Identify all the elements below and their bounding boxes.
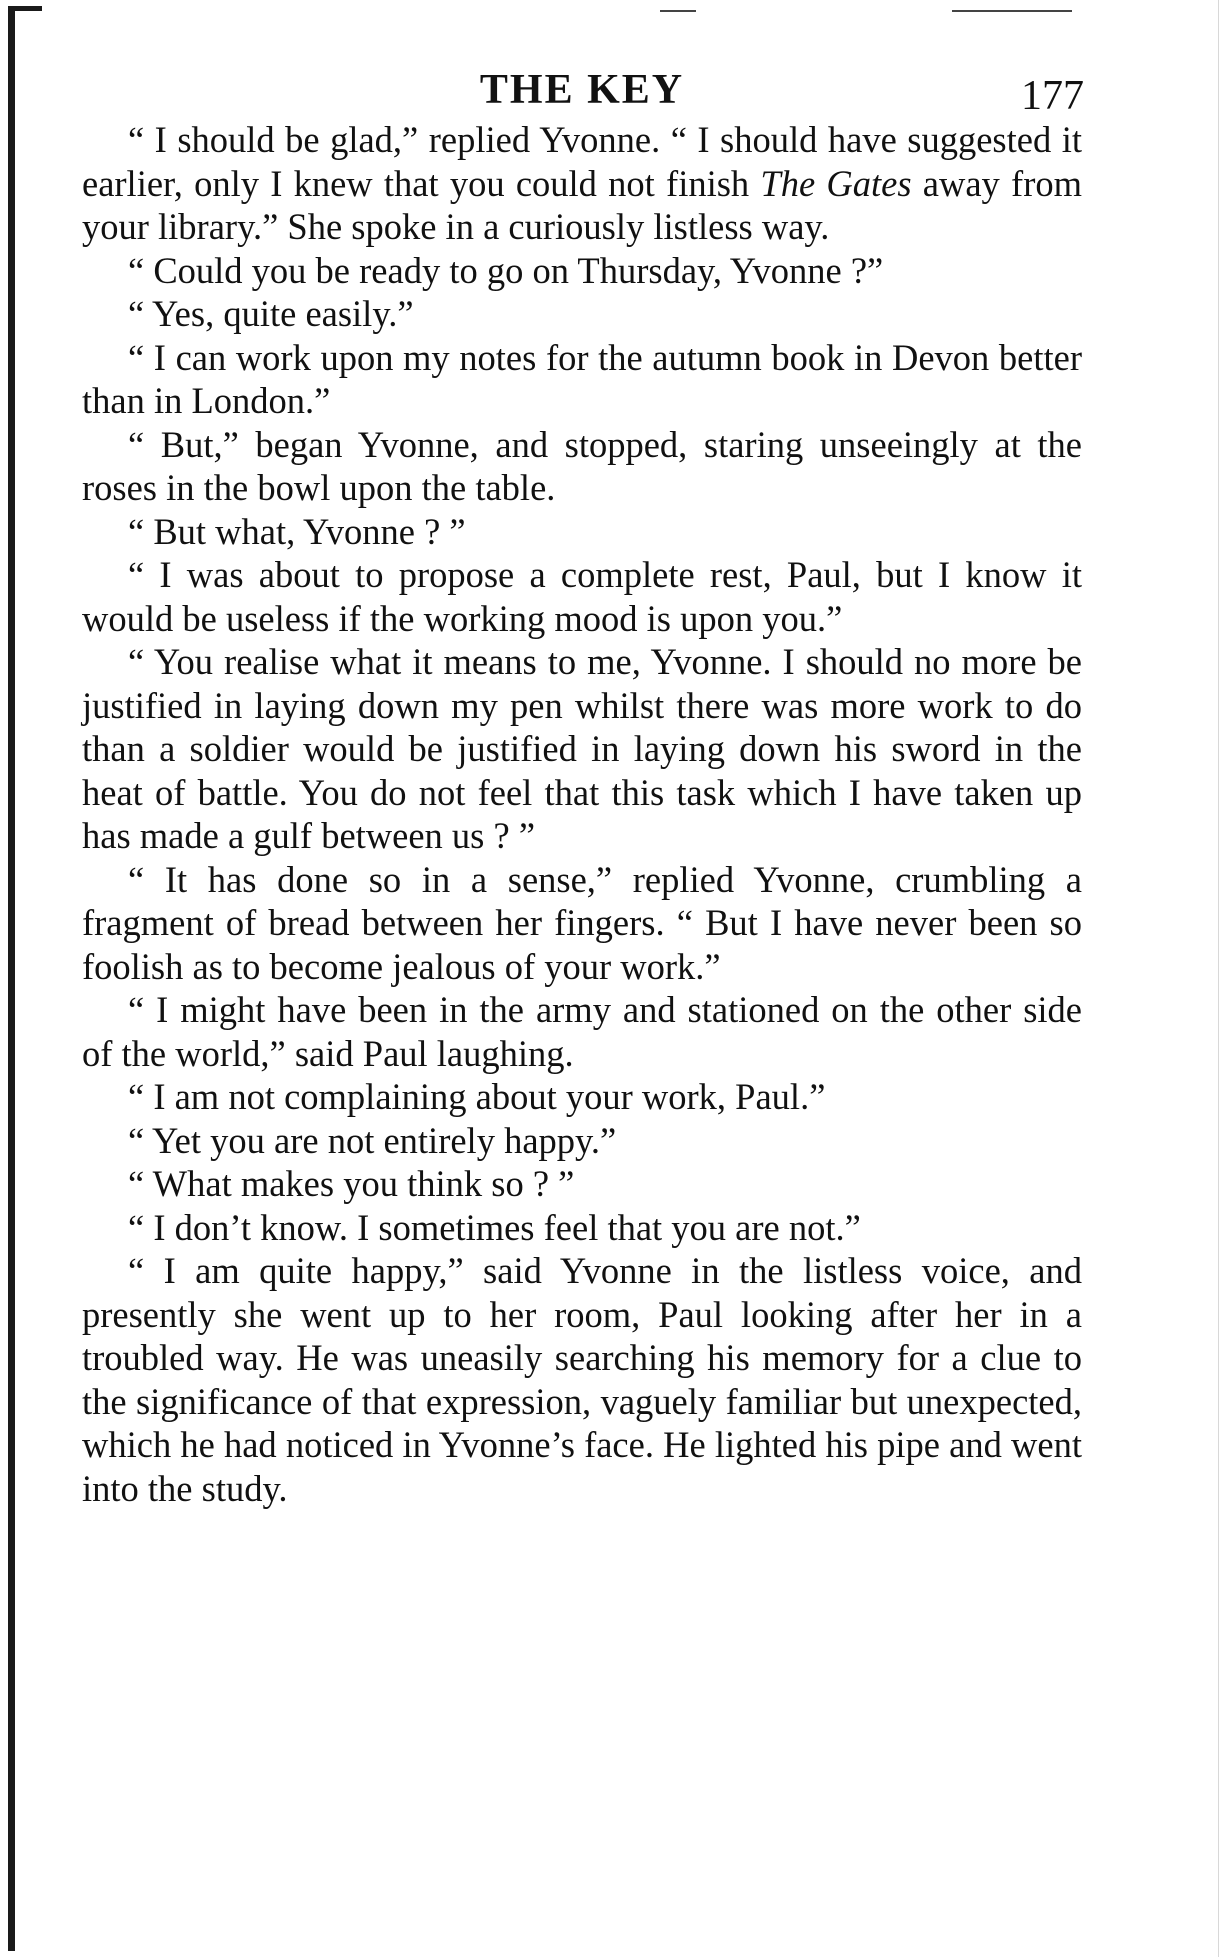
top-rule-mark (660, 10, 696, 12)
paragraph-text: “ But,” began Yvonne, and stopped, staring unseeingly at the roses in the bowl upon the table. (82, 423, 1082, 508)
paragraph-text: “ What makes you think so ? ” (128, 1163, 575, 1204)
paragraph (82, 1249, 1082, 1510)
paragraph-text: “ But what, Yvonne ? ” (128, 510, 466, 552)
paragraph (82, 1206, 1082, 1250)
paragraph (82, 292, 1082, 336)
paragraph-text: “ Yes, quite easily.” (128, 293, 414, 334)
page-number: 177 (1021, 73, 1084, 119)
paragraph-text: “ I might have been in the army and stationed on the other side of the world,” said Paul laughing. (82, 989, 1082, 1074)
paragraph-text: “ Could you be ready to go on Thursday, Yvonne ?” (128, 249, 884, 291)
paragraph-text: away from your library.” She spoke in a curiously listless way. (82, 162, 1082, 247)
paragraph (82, 1162, 1082, 1206)
paragraph-text: “ It has done so in a sense,” replied Yvonne, crumbling a fragment of bread between her fingers. “ But I have never been so foolish as to become jealous of your work.” (82, 858, 1082, 987)
page-binding-corner (8, 6, 42, 11)
paragraph-text: “ I am not complaining about your work, Paul.” (128, 1076, 826, 1117)
paragraph-text: “ You realise what it means to me, Yvonne. I should no more be justified in laying down my pen whilst there was more work to do than a soldier would be justified in laying down his sword in the heat of battle. You do not feel that this task which I have taken up has made a gulf between us ? ” (82, 641, 1082, 856)
paragraph (82, 118, 1082, 249)
paragraph (82, 988, 1082, 1075)
paragraph-text: “ I should be glad,” replied Yvonne. “ I should have suggested it earlier, only I knew that you could not finish (82, 119, 1082, 204)
paragraph (82, 249, 1082, 293)
top-rule-mark (952, 10, 1072, 12)
paragraph (82, 640, 1082, 858)
paragraph-text: “ I can work upon my notes for the autumn book in Devon better than in London.” (82, 336, 1082, 421)
running-title: THE KEY (479, 67, 685, 113)
paragraph (82, 336, 1082, 423)
paragraph-text: “ I am quite happy,” said Yvonne in the listless voice, and presently she went up to her room, Paul looking after her in a troubled way. He was uneasily searching his memory for a clue to the significance of that expression, vaguely familiar but unexpected, which he had noticed in Yvonne’s face. He lighted his pipe and went into the study. (82, 1250, 1082, 1509)
paragraph (82, 1075, 1082, 1119)
paragraph-text: “ I don’t know. I sometimes feel that you are not.” (128, 1206, 861, 1248)
paragraph (82, 1119, 1082, 1163)
paragraph (82, 553, 1082, 640)
body-text (82, 118, 1082, 1510)
paragraph (82, 423, 1082, 510)
paragraph (82, 510, 1082, 554)
italic-title-text: The Gates (760, 162, 912, 204)
page-binding-edge (8, 6, 15, 1951)
running-head (82, 58, 1082, 124)
paragraph-text: “ Yet you are not entirely happy.” (128, 1119, 617, 1161)
paragraph (82, 858, 1082, 989)
paragraph-text: “ I was about to propose a complete rest, Paul, but I know it would be useless if the working mood is upon you.” (82, 554, 1082, 639)
page-right-edge (1218, 0, 1219, 1957)
book-page (82, 58, 1082, 1510)
